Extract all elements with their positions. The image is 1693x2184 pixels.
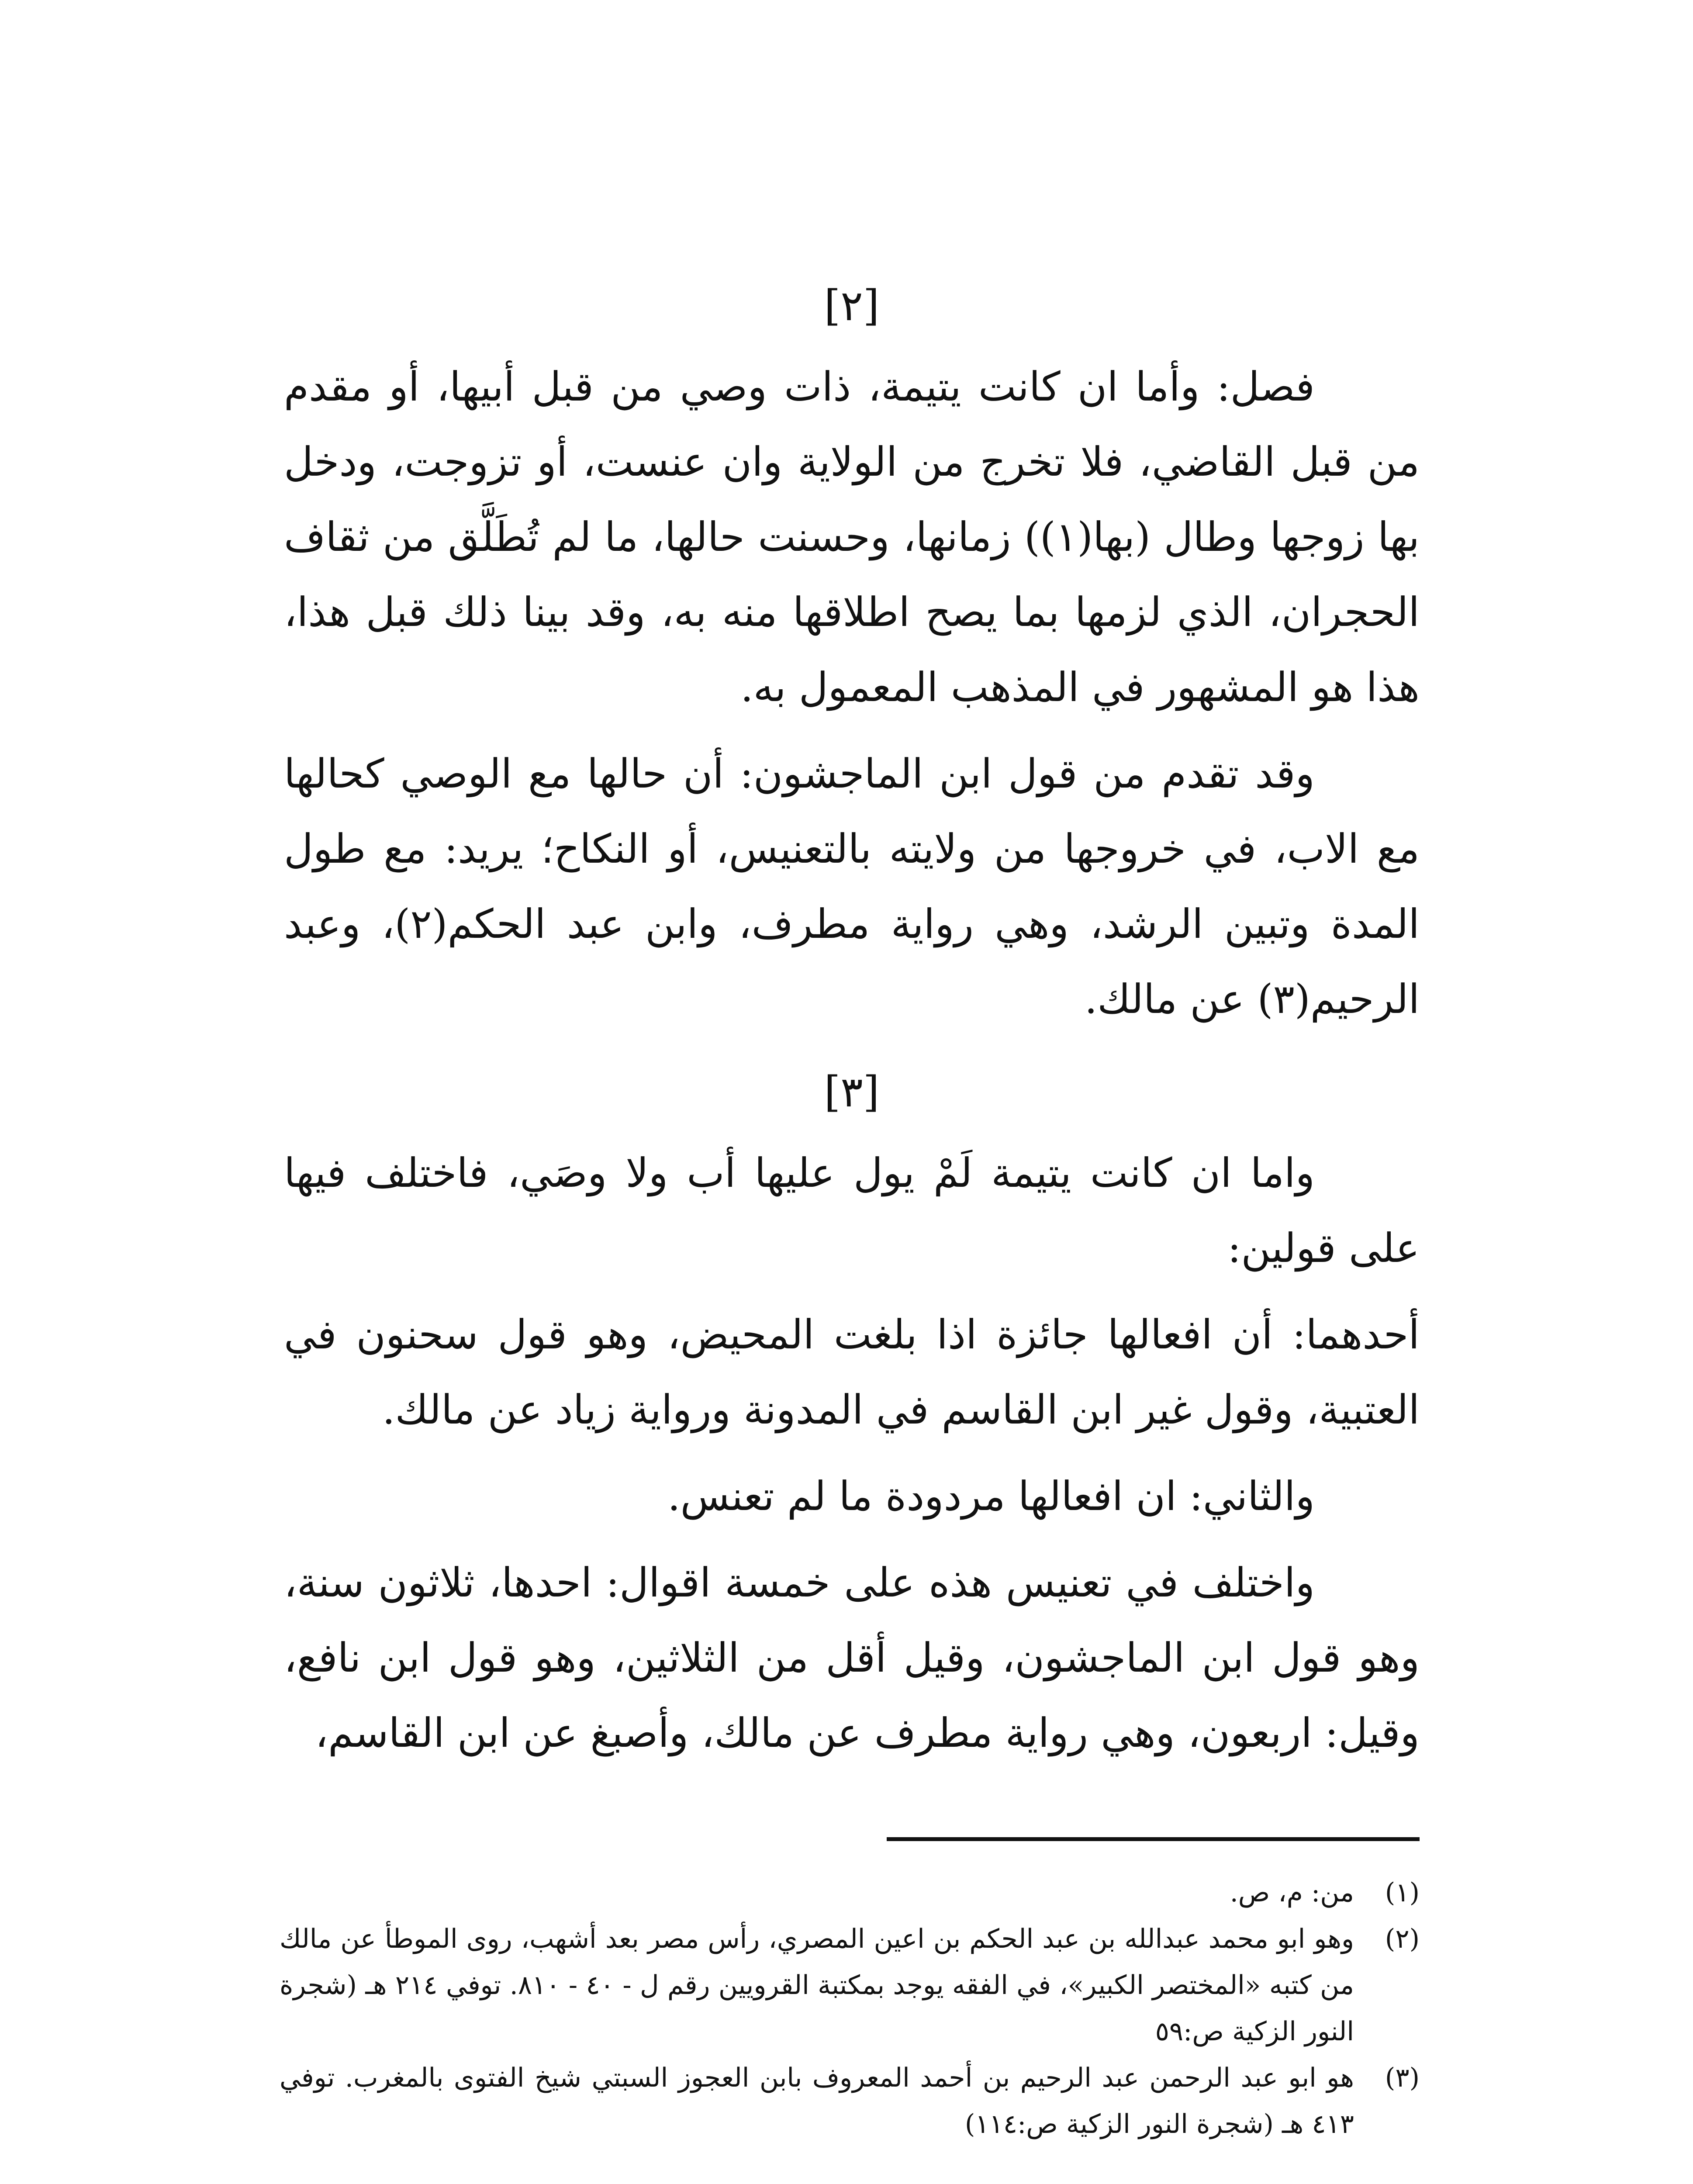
- footnote-number: (٣): [1385, 2063, 1420, 2093]
- section-marker-3: [٣]: [824, 1068, 880, 1116]
- paragraph-five-opinions: واختلف في تعنيس هذه على خمسة اقوال: احدها، ثلاثون سنة، وهو قول ابن الماجشون، وقيل أقل من الثلاثين، وهو قول ابن نافع، وقيل: اربعون، وهي رواية مطرف عن مالك، وأصبغ عن ابن القاسم،: [284, 1559, 1420, 1756]
- paragraph-ibn-majishun: وقد تقدم من قول ابن الماجشون: أن حالها مع الوصي كحالها مع الاب، في خروجها من ولايته بالتعنيس، أو النكاح؛ يريد: مع طول المدة وتبين الرشد، وهي رواية مطرف، وابن عبد الحكم(٢)، وعبد الرحيم(٣) عن مالك.: [284, 750, 1420, 1023]
- paragraph-fasl: فصل: وأما ان كانت يتيمة، ذات وصي من قبل أبيها، أو مقدم من قبل القاضي، فلا تخرج من الولاية وان عنست، أو تزوجت، ودخل بها زوجها وطال (بها(١)) زمانها، وحسنت حالها، ما لم تُطَلَّق من ثقاف الحجران، الذي لزمها بما يصح اطلاقها منه به، وقد بينا ذلك قبل هذا، هذا هو المشهور في المذهب المعمول به.: [284, 363, 1420, 711]
- footnote-2: [280, 1916, 1420, 2055]
- footnotes: [280, 1870, 1420, 2147]
- footnote-number: (١): [1385, 1877, 1420, 1908]
- footnote-text: هو ابو عبد الرحمن عبد الرحيم بن أحمد المعروف بابن العجوز السبتي شيخ الفتوى بالمغرب. توفي ٤١٣ هـ (شجرة النور الزكية ص:١١٤): [280, 2063, 1354, 2139]
- paragraph-orphan: واما ان كانت يتيمة لَمْ يول عليها أب ولا وصَي، فاختلف فيها على قولين:: [284, 1150, 1420, 1272]
- section-2-body: [284, 349, 1420, 1037]
- footnote-text: وهو ابو محمد عبدالله بن عبد الحكم بن اعين المصري، رأس مصر بعد أشهب، روى الموطأ عن مالك من كتبه «المختصر الكبير»، في الفقه يوجد بمكتبة القرويين رقم ل - ٤٠ - ٨١٠. توفي ٢١٤ هـ (شجرة النور الزكية ص:٥٩: [280, 1924, 1354, 2047]
- footnote-1: [280, 1870, 1420, 1916]
- paragraph-first-opinion: أحدهما: أن افعالها جائزة اذا بلغت المحيض، وهو قول سحنون في العتبية، وقول غير ابن القاسم في المدونة ورواية زياد عن مالك.: [284, 1311, 1420, 1433]
- footnote-text: من: م، ص.: [1230, 1877, 1354, 1908]
- paragraph-second-opinion: والثاني: ان افعالها مردودة ما لم تعنس.: [667, 1473, 1315, 1520]
- footnote-number: (٢): [1385, 1924, 1420, 1954]
- section-marker-2: [٢]: [824, 281, 880, 330]
- footnote-3: [280, 2055, 1420, 2147]
- footnote-separator: [887, 1837, 1420, 1841]
- section-3-body: [284, 1136, 1420, 1771]
